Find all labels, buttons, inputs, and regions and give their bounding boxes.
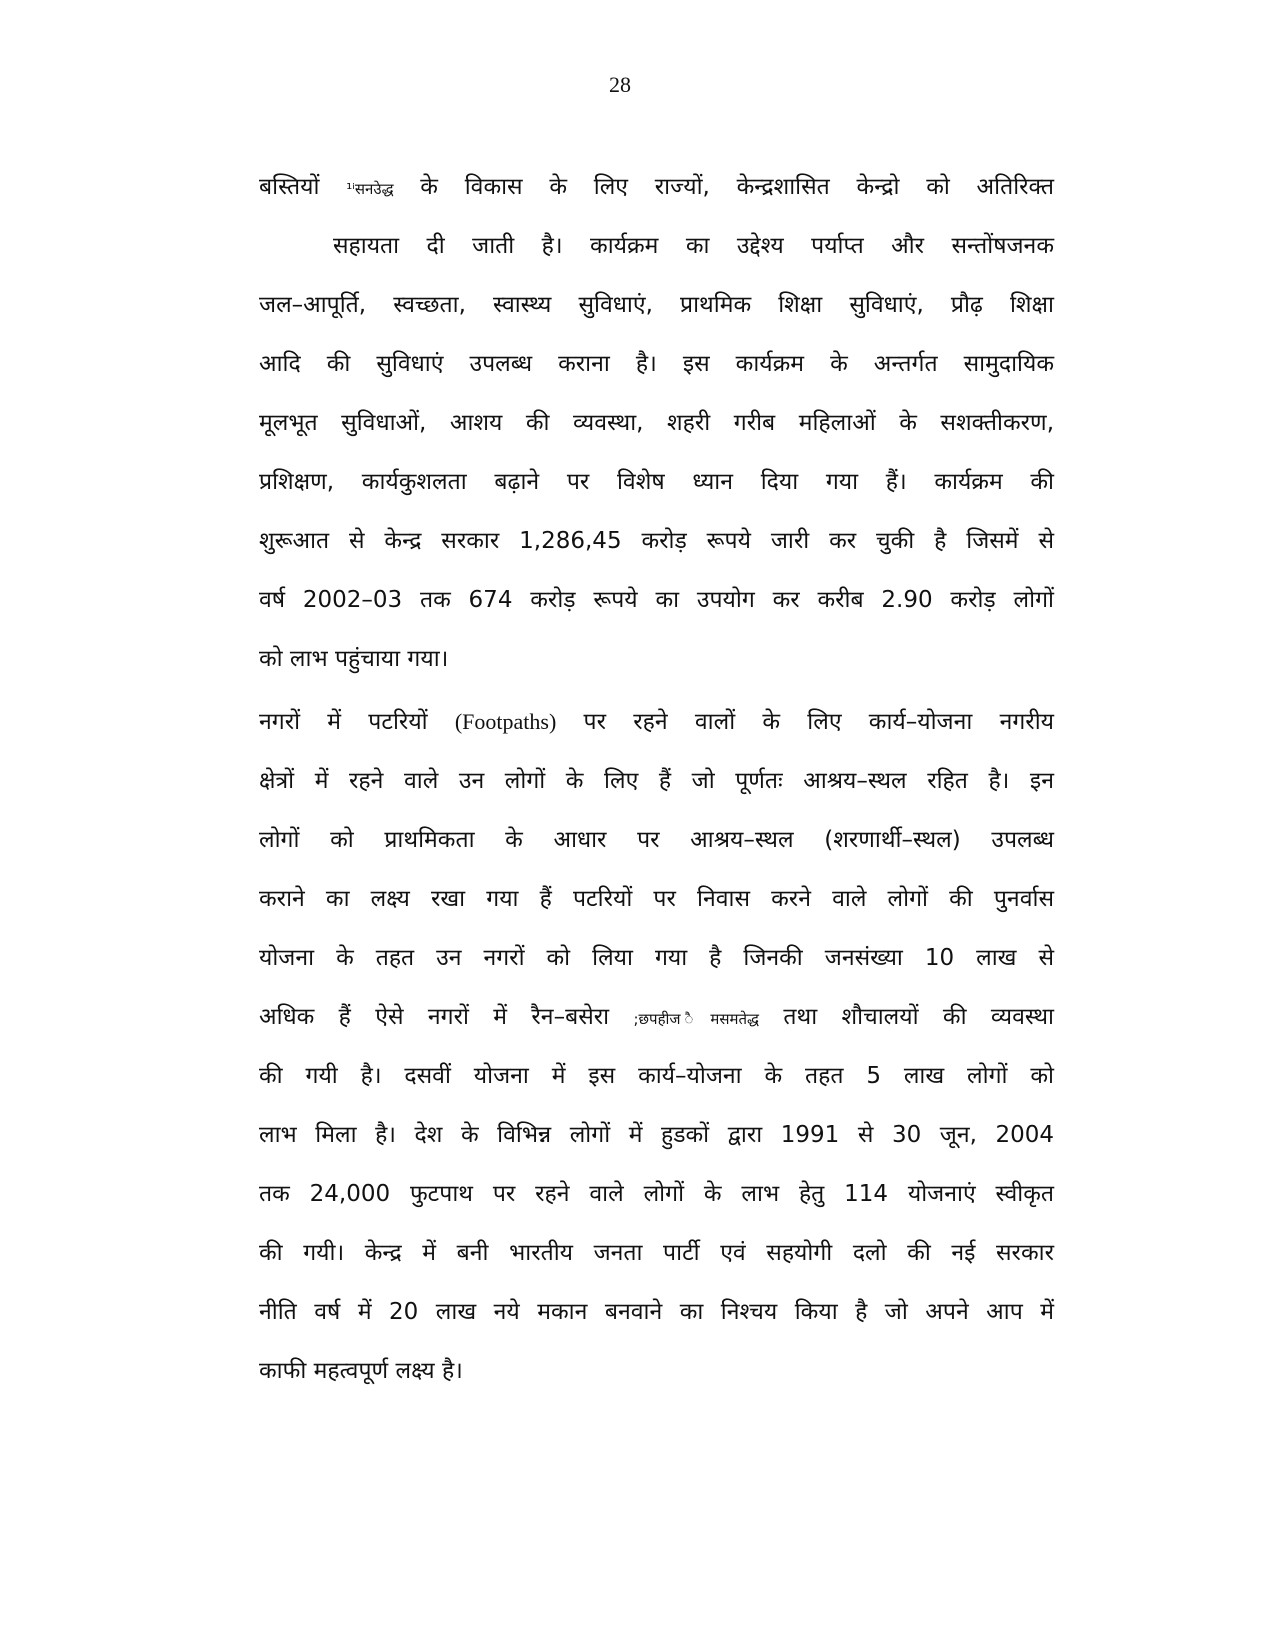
text-fragment: के विकास के लिए राज्यों, केन्द्रशासित केन्द्रो को अतिरिक्त (420, 174, 1054, 200)
text-fragment: बस्तियों (259, 174, 320, 200)
text-line: प्रशिक्षण, कार्यकुशलता बढ़ाने पर विशेष ध्यान दिया गया हैं। कार्यक्रम की (259, 469, 1054, 495)
text-line: मूलभूत सुविधाओं, आशय की व्यवस्था, शहरी गरीब महिलाओं के सशक्तीकरण, (259, 410, 1054, 436)
text-line: को लाभ पहुंचाया गया। (259, 646, 449, 672)
text-line: वर्ष 2002–03 तक 674 करोड़ रूपये का उपयोग कर करीब 2.90 करोड़ लोगों (259, 587, 1054, 613)
text-fragment: पर रहने वालों के लिए कार्य–योजना नगरीय (583, 709, 1054, 735)
text-line (259, 702, 1054, 742)
garbled-text: ¹ⁱसनउेद्ध (346, 180, 394, 198)
text-line (259, 167, 1054, 207)
text-line: लोगों को प्राथमिकता के आधार पर आश्रय–स्थल (शरणार्थी–स्थल) उपलब्ध (259, 827, 1054, 853)
text-line: की गयी है। दसवीं योजना में इस कार्य–योजना के तहत 5 लाख लोगों को (259, 1063, 1054, 1089)
text-line: काफी महत्वपूर्ण लक्ष्य है। (259, 1358, 463, 1384)
text-line: सहायता दी जाती है। कार्यक्रम का उद्देश्य पर्याप्त और सन्तोंषजनक (333, 233, 1054, 259)
text-fragment: अधिक हैं ऐसे नगरों में रैन–बसेरा (259, 1004, 610, 1030)
text-fragment: तथा शौचालयों की व्यवस्था (783, 1004, 1055, 1030)
text-line: तक 24,000 फुटपाथ पर रहने वाले लोगों के लाभ हेतु 114 योजनाएं स्वीकृत (259, 1181, 1054, 1207)
text-line: क्षेत्रों में रहने वाले उन लोगों के लिए हैं जो पूर्णतः आश्रय–स्थल रहित है। इन (259, 768, 1054, 794)
text-line: योजना के तहत उन नगरों को लिया गया है जिनकी जनसंख्या 10 लाख से (259, 945, 1054, 971)
text-line: शुरूआत से केन्द्र सरकार 1,286,45 करोड़ रूपये जारी कर चुकी है जिसमें से (259, 528, 1054, 554)
text-line: की गयी। केन्द्र में बनी भारतीय जनता पार्टी एवं सहयोगी दलो की नई सरकार (259, 1240, 1054, 1266)
latin-term: (Footpaths) (454, 709, 557, 734)
text-fragment: नगरों में पटरियों (259, 709, 428, 735)
text-line (259, 997, 1054, 1037)
page-number: 28 (609, 72, 631, 97)
garbled-text: ;छपहीज ैमसमतेद्ध (633, 1010, 760, 1028)
text-line: लाभ मिला है। देश के विभिन्न लोगों में हुडकों द्वारा 1991 से 30 जून, 2004 (259, 1122, 1054, 1148)
text-line: जल–आपूर्ति, स्वच्छता, स्वास्थ्य सुविधाएं, प्राथमिक शिक्षा सुविधाएं, प्रौढ़ शिक्षा (259, 292, 1054, 318)
text-line: कराने का लक्ष्य रखा गया हैं पटरियों पर निवास करने वाले लोगों की पुनर्वास (259, 886, 1054, 912)
text-line: आदि की सुविधाएं उपलब्ध कराना है। इस कार्यक्रम के अन्तर्गत सामुदायिक (259, 351, 1054, 377)
text-line: नीति वर्ष में 20 लाख नये मकान बनवाने का निश्चय किया है जो अपने आप में (259, 1299, 1054, 1325)
